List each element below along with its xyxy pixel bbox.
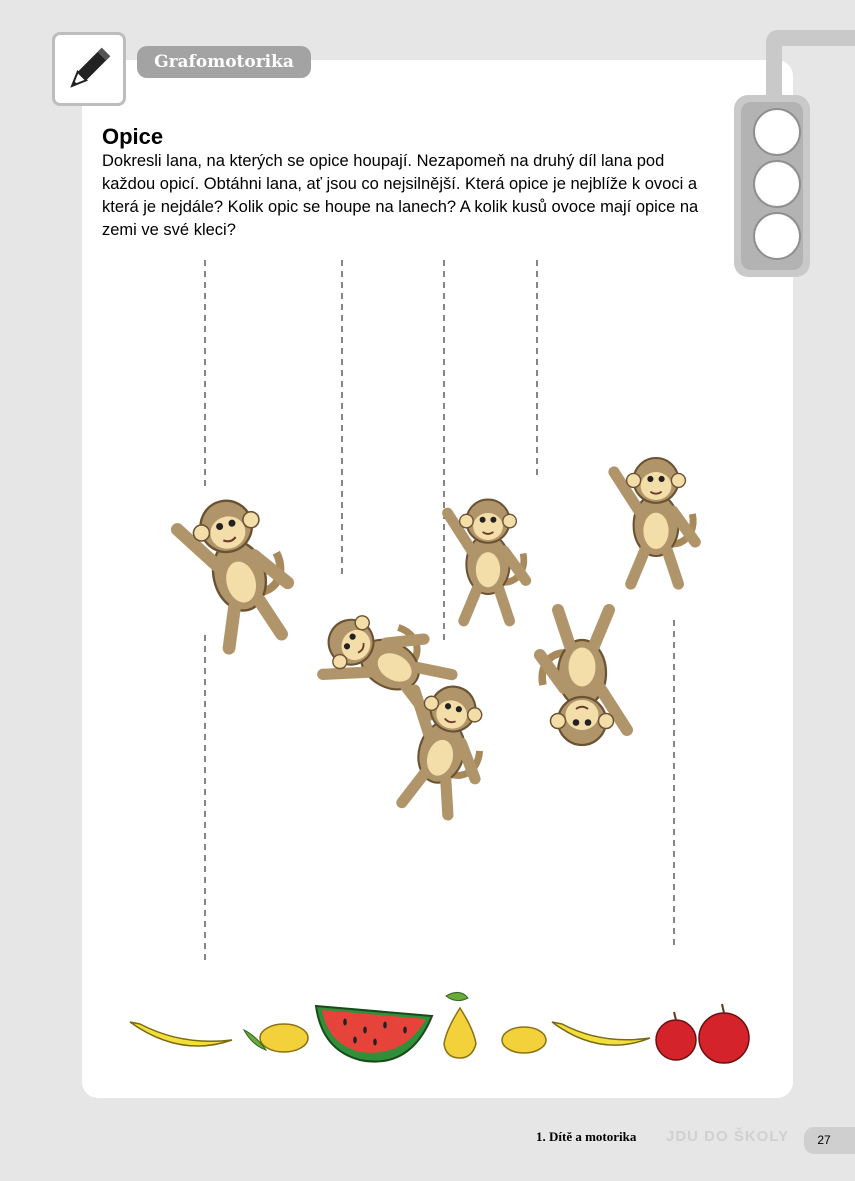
banana-icon [552,1022,650,1045]
pear-icon [244,1024,308,1052]
exercise-instructions: Dokresli lana, na kterých se opice houpají. Nezapomeň na druhý díl lana pod každou opicí. Obtáhni lana, ať jsou co nejsilnější. Která opice je nejblíže k ovoci a která je nejdále? Kolik opic se houpe na lanech? A kolik kusů ovoce mají opice na zemi ve své kleci? [102,152,699,239]
footer-chapter: 1. Dítě a motorika [536,1129,637,1144]
apple-icon [699,1004,749,1063]
section-label: Grafomotorika [137,46,311,78]
watermelon-icon [316,1006,432,1062]
apple-icon [656,1012,696,1060]
exercise-title: Opice [102,124,164,149]
page-number: 27 [817,1133,831,1147]
pear-icon [444,992,476,1058]
pear-icon [502,1027,546,1053]
banana-icon [130,1022,232,1046]
footer-brand-logo: JDU DO ŠKOLY [666,1128,790,1145]
page-number-tab [804,1127,855,1154]
